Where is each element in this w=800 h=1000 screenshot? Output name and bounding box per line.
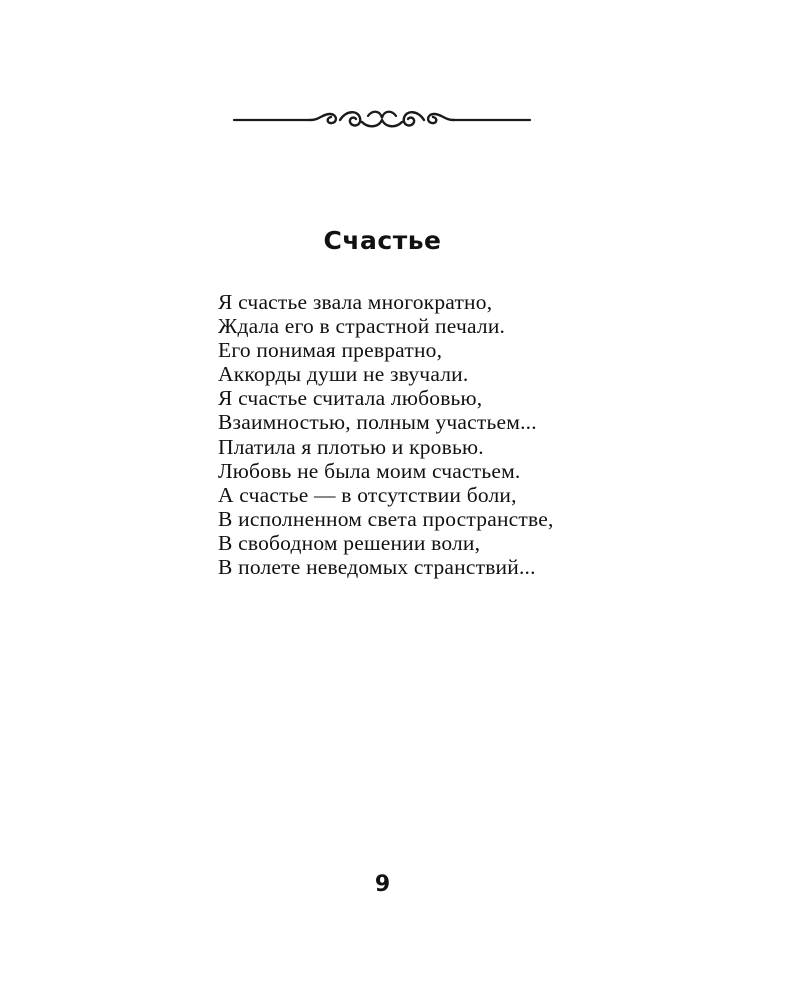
poem-line: В исполненном света пространстве, xyxy=(218,506,554,531)
page-number: 9 xyxy=(374,872,391,897)
poem-line: Взаимностью, полным участьем... xyxy=(218,410,537,435)
poem-line: В свободном решении воли, xyxy=(218,530,481,555)
poem-line: Аккорды души не звучали. xyxy=(218,362,469,387)
poem-line: Ждала его в страстной печали. xyxy=(218,314,506,339)
poem-title: Счастье xyxy=(323,226,442,255)
poem-body xyxy=(218,290,738,579)
poem-line: Любовь не была моим счастьем. xyxy=(218,458,521,483)
poem-line: В полете неведомых странствий... xyxy=(218,555,536,580)
poem-line: Его понимая превратно, xyxy=(218,338,443,363)
poem-line: Я счастье считала любовью, xyxy=(218,386,483,411)
flourish-divider-icon xyxy=(232,106,532,136)
poem-line: Платила я плотью и кровью. xyxy=(218,434,484,459)
poem-line: Я счастье звала многократно, xyxy=(218,290,493,314)
poem-line: А счастье — в отсутствии боли, xyxy=(218,482,517,507)
